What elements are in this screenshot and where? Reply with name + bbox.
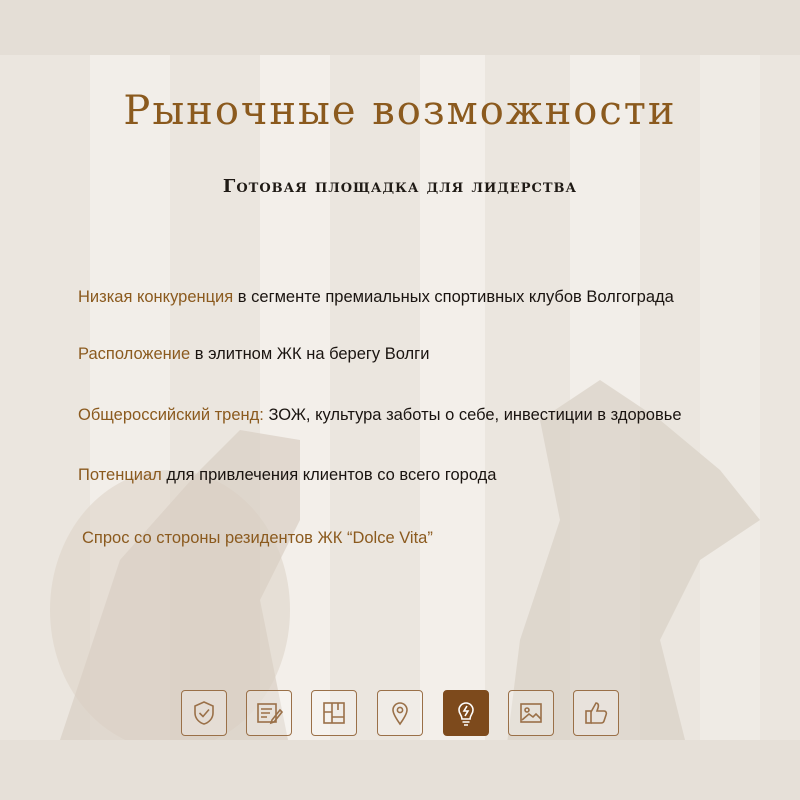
point-trend [78,406,682,425]
point-highlight: Спрос со стороны резидентов ЖК “Dolce Vita” [82,529,433,547]
nav-button-location[interactable] [377,690,423,736]
point-potential [78,466,496,485]
nav-button-gallery[interactable] [508,690,554,736]
nav-button-plan[interactable] [311,690,357,736]
nav-button-like[interactable] [573,690,619,736]
point-highlight: Низкая конкуренция [78,288,234,306]
lightbulb-icon [451,698,481,728]
page-subtitle: Готовая площадка для лидерства [222,176,578,197]
nav-button-document[interactable] [246,690,292,736]
point-text: в элитном ЖК на берегу Волги [190,345,430,363]
point-low-competition [78,288,674,307]
floor-plan-icon [319,698,349,728]
point-highlight: Расположение [78,345,191,363]
location-pin-icon [385,698,415,728]
point-highlight: Общероссийский тренд: [78,406,264,424]
point-highlight: Потенциал [78,466,162,484]
page-title: Рыночные возможности [123,88,677,134]
point-text: в сегменте премиальных спортивных клубов Волгограда [233,288,674,306]
point-demand [82,529,433,548]
nav-button-shield[interactable] [181,690,227,736]
thumbs-up-icon [581,698,611,728]
nav-button-opportunities[interactable] [443,690,489,736]
document-pen-icon [254,698,284,728]
image-icon [516,698,546,728]
point-text: для привлечения клиентов со всего города [161,466,497,484]
shield-check-icon [189,698,219,728]
navigation-icons [181,690,619,738]
point-location [78,345,429,364]
point-text: ЗОЖ, культура заботы о себе, инвестиции в здоровье [263,406,682,424]
